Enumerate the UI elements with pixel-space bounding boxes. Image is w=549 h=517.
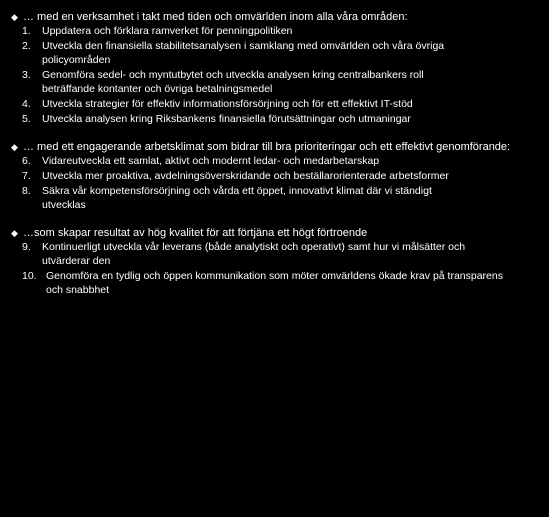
- section-heading: [8, 140, 535, 154]
- list-item: [8, 154, 535, 168]
- item-number: 4.: [22, 98, 31, 110]
- item-number: 3.: [22, 69, 31, 81]
- item-text: Utveckla mer proaktiva, avdelningsöverskridande och beställarorienterade arbetsformer: [42, 170, 449, 182]
- item-number: 9.: [22, 241, 31, 253]
- diamond-bullet-icon: ◆: [11, 12, 18, 22]
- list-item: [8, 269, 535, 297]
- section-heading-text: … med ett engagerande arbetsklimat som bidrar till bra prioriteringar och ett effektivt genomförande:: [23, 141, 511, 153]
- item-text: Utveckla strategier för effektiv informationsförsörjning och för ett effektivt IT-stöd: [42, 98, 413, 110]
- list-item: [8, 169, 535, 183]
- section-arbetsklimat: [8, 140, 535, 212]
- list-item: [8, 68, 535, 96]
- section-heading: [8, 10, 535, 24]
- list-item: [8, 184, 535, 212]
- goal-list: [8, 154, 535, 212]
- item-text: Uppdatera och förklara ramverket för penningpolitiken: [42, 25, 293, 37]
- item-number: 7.: [22, 170, 31, 182]
- item-number: 5.: [22, 113, 31, 125]
- item-number: 10.: [22, 270, 37, 282]
- goal-list: [8, 24, 535, 126]
- item-text: Genomföra sedel- och myntutbytet och utveckla analysen kring centralbankers roll beträffande kontanter och övriga betalningsmedel: [42, 69, 424, 95]
- section-heading-text: …som skapar resultat av hög kvalitet för att förtjäna ett högt förtroende: [23, 227, 368, 239]
- item-text: Kontinuerligt utveckla vår leverans (både analytiskt och operativt) samt hur vi målsätter och utvärderar den: [42, 241, 466, 267]
- list-item: [8, 24, 535, 38]
- diamond-bullet-icon: ◆: [11, 228, 18, 238]
- section-resultat: [8, 226, 535, 297]
- section-heading-text: … med en verksamhet i takt med tiden och omvärlden inom alla våra områden:: [23, 11, 408, 23]
- list-item: [8, 112, 535, 126]
- item-number: 1.: [22, 25, 31, 37]
- list-item: [8, 97, 535, 111]
- list-item: [8, 240, 535, 268]
- list-item: [8, 39, 535, 67]
- item-number: 2.: [22, 40, 31, 52]
- item-text: Säkra vår kompetensförsörjning och vårda ett öppet, innovativt klimat där vi ständigt utvecklas: [42, 185, 432, 211]
- goal-list: [8, 240, 535, 297]
- item-text: Utveckla analysen kring Riksbankens finansiella förutsättningar och utmaningar: [42, 113, 411, 125]
- item-number: 8.: [22, 185, 31, 197]
- item-text: Genomföra en tydlig och öppen kommunikation som möter omvärldens ökade krav på transparens och snabbhet: [46, 270, 503, 296]
- section-verksamhet: [8, 10, 535, 126]
- item-number: 6.: [22, 155, 31, 167]
- section-heading: [8, 226, 535, 240]
- diamond-bullet-icon: ◆: [11, 142, 18, 152]
- item-text: Vidareutveckla ett samlat, aktivt och modernt ledar- och medarbetarskap: [42, 155, 380, 167]
- item-text: Utveckla den finansiella stabilitetsanalysen i samklang med omvärlden och våra övriga policyområden: [42, 40, 445, 66]
